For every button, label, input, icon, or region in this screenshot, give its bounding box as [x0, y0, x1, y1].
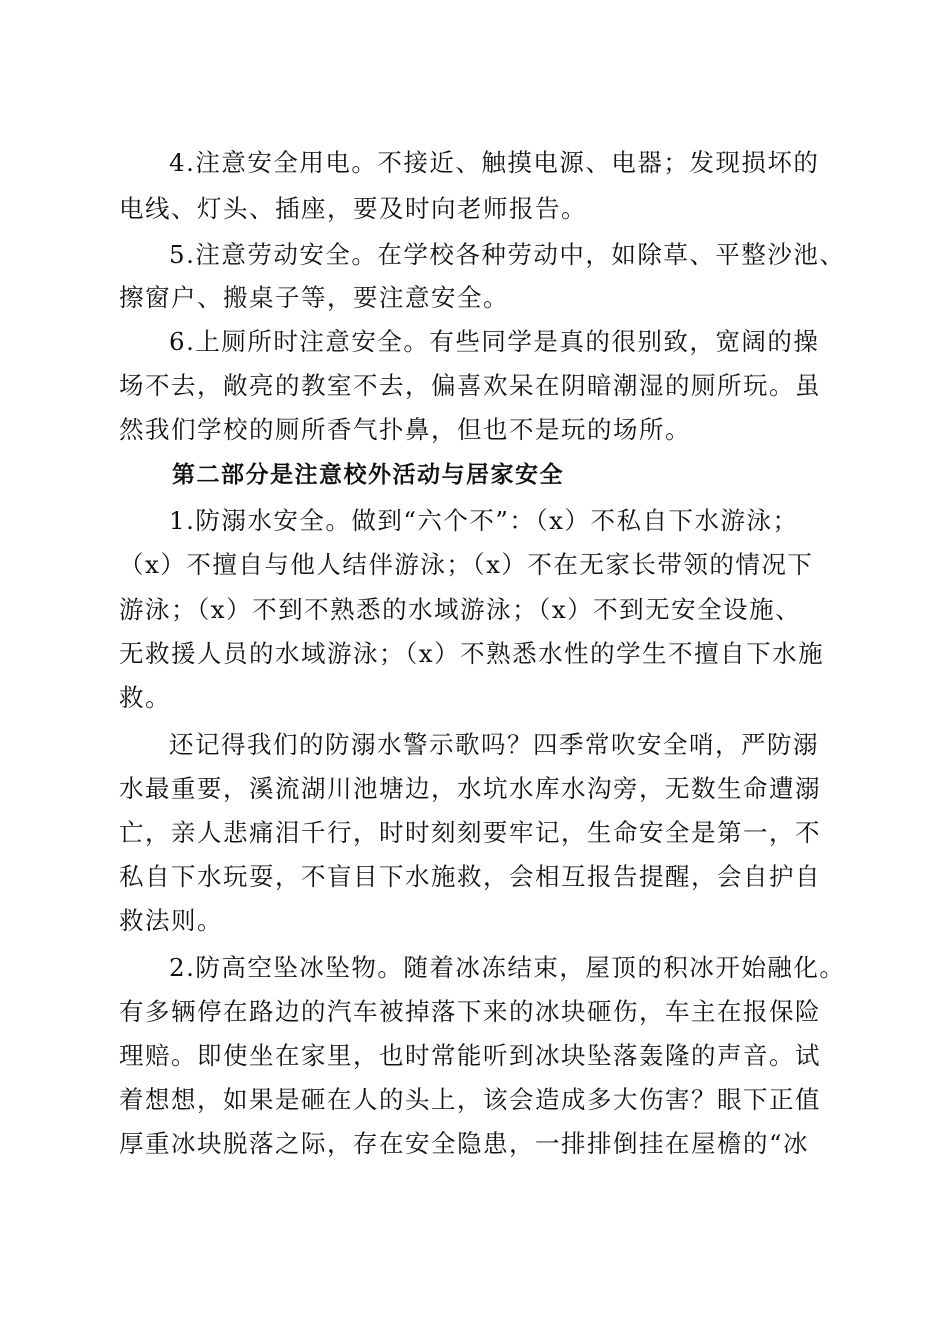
text-line: 厚重冰块脱落之际，存在安全隐患，一排排倒挂在屋檐的“冰 [119, 1129, 810, 1158]
text-line: 私自下水玩耍，不盲目下水施救，会相互报告提醒，会自护自 [119, 862, 821, 891]
text-line: 4.注意安全用电。不接近、触摸电源、电器；发现损坏的 [169, 148, 820, 177]
text-line: （x）不擅自与他人结伴游泳；（x）不在无家长带领的情况下 [119, 550, 814, 579]
text-line: 电线、灯头、插座，要及时向老师报告。 [119, 194, 587, 223]
text-line: 游泳；（x）不到不熟悉的水域游泳；（x）不到无安全设施、 [119, 595, 802, 624]
text-line: 还记得我们的防溺水警示歌吗？四季常吹安全哨，严防溺 [169, 730, 819, 759]
text-line: 2.防高空坠冰坠物。随着冰冻结束，屋顶的积冰开始融化。 [169, 953, 846, 982]
text-line: 理赔。即使坐在家里，也时常能听到冰块坠落轰隆的声音。试 [119, 1041, 821, 1070]
text-line: 无救援人员的水域游泳；（x）不熟悉水性的学生不擅自下水施 [119, 639, 825, 668]
section-heading: 第二部分是注意校外活动与居家安全 [172, 461, 564, 488]
text-line: 救法则。 [119, 906, 223, 935]
text-line: 水最重要，溪流湖川池塘边，水坑水库水沟旁，无数生命遭溺 [119, 774, 821, 803]
text-line: 亡，亲人悲痛泪千行，时时刻刻要牢记，生命安全是第一，不 [119, 818, 821, 847]
text-line: 然我们学校的厕所香气扑鼻，但也不是玩的场所。 [119, 415, 691, 444]
text-line: 有多辆停在路边的汽车被掉落下来的冰块砸伤，车主在报保险 [119, 997, 821, 1026]
text-line: 擦窗户、搬桌子等，要注意安全。 [119, 283, 509, 312]
text-line: 6.上厕所时注意安全。有些同学是真的很别致，宽阔的操 [169, 327, 820, 356]
text-line: 着想想，如果是砸在人的头上，该会造成多大伤害？眼下正值 [119, 1085, 821, 1114]
text-line: 救。 [119, 683, 171, 712]
text-line: 5.注意劳动安全。在学校各种劳动中，如除草、平整沙池、 [169, 240, 846, 269]
text-line: 1.防溺水安全。做到“六个不”：（x）不私自下水游泳； [169, 506, 799, 535]
text-line: 场不去，敞亮的教室不去，偏喜欢呆在阴暗潮湿的厕所玩。虽 [119, 371, 821, 400]
